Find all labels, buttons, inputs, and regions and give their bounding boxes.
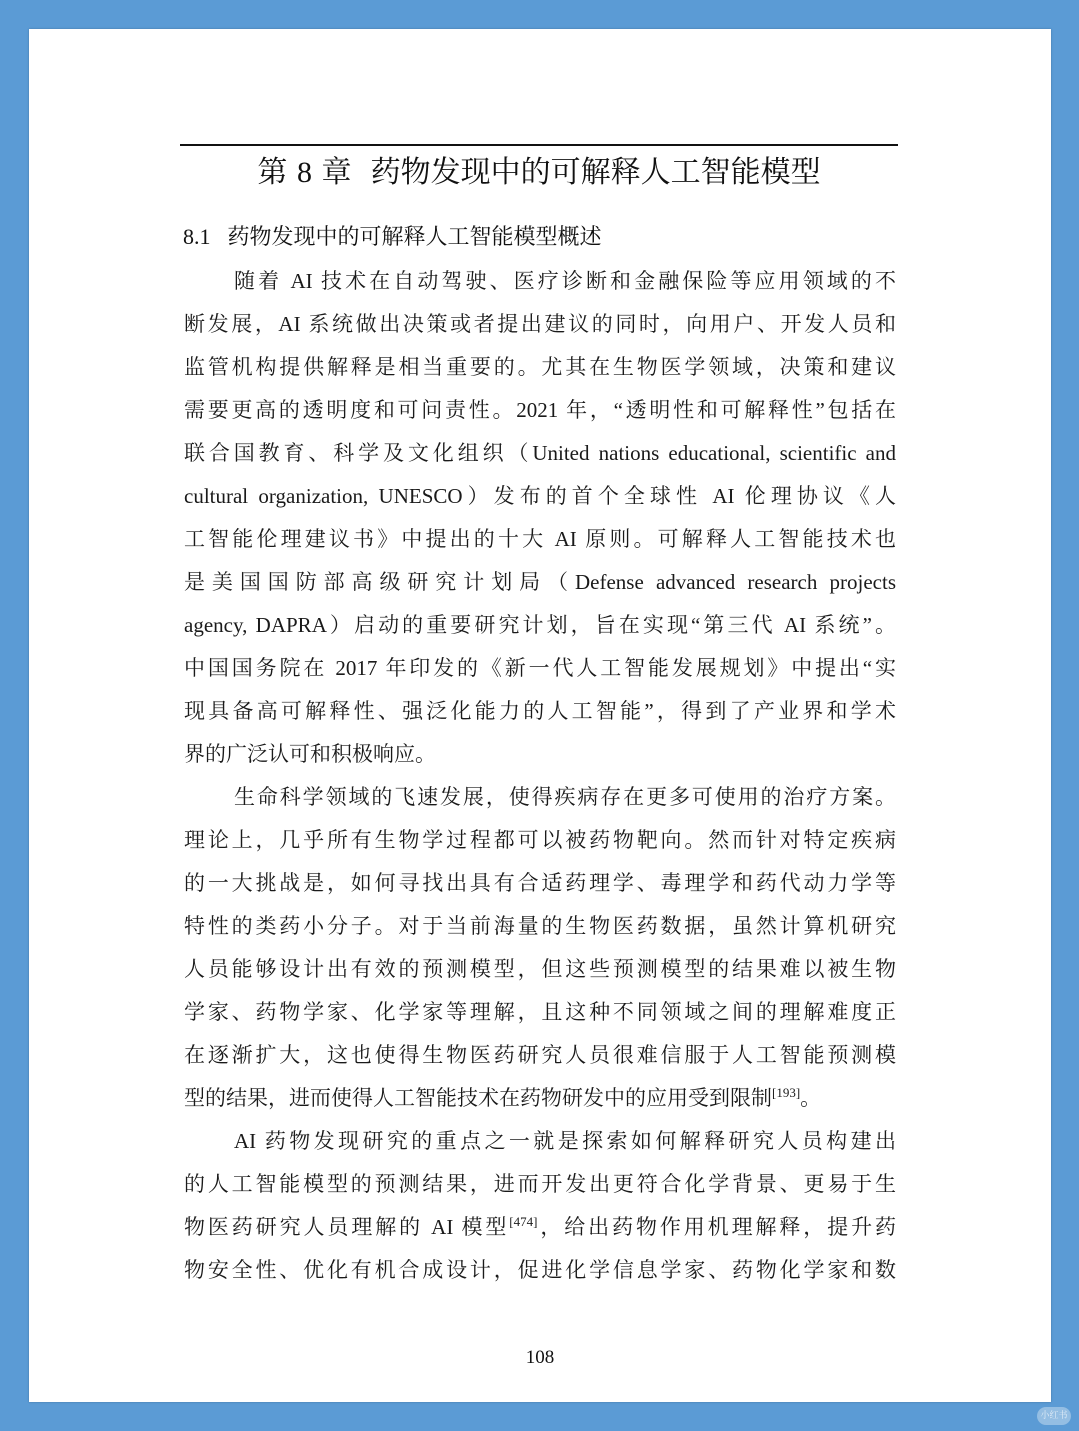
paragraph-line: 人员能够设计出有效的预测模型，但这些预测模型的结果难以被生物 <box>184 957 896 981</box>
chapter-label-suffix: 章 <box>321 155 352 190</box>
paragraph-line: 工智能伦理建议书》中提出的十大 AI 原则。可解释人工智能技术也 <box>184 527 896 551</box>
chapter-title-text: 药物发现中的可解释人工智能模型 <box>370 155 821 190</box>
paragraph-line: 生命科学领域的飞速发展，使得疾病存在更多可使用的治疗方案。 <box>234 785 896 809</box>
chapter-top-rule <box>180 144 898 146</box>
chapter-number: 8 <box>296 156 312 189</box>
paragraph-line: 的人工智能模型的预测结果，进而开发出更符合化学背景、更易于生 <box>184 1172 896 1196</box>
paragraph-line: 现具备高可解释性、强泛化能力的人工智能”，得到了产业界和学术 <box>184 699 896 723</box>
paragraph-text: 。 <box>800 1086 822 1110</box>
paragraph-line: 界的广泛认可和积极响应。 <box>184 742 436 766</box>
citation-ref: [193] <box>772 1085 801 1100</box>
paragraph-line: 断发展，AI 系统做出决策或者提出建议的同时，向用户、开发人员和 <box>184 312 896 336</box>
section-number: 8.1 <box>183 224 211 249</box>
paragraph-text: 型的结果，进而使得人工智能技术在药物研发中的应用受到限制 <box>184 1086 772 1110</box>
paragraph-line: 中国国务院在 2017 年印发的《新一代人工智能发展规划》中提出“实 <box>184 656 896 680</box>
paragraph-line: 是美国国防部高级研究计划局（Defense advanced research projects <box>184 570 896 594</box>
paragraph-line: AI 药物发现研究的重点之一就是探索如何解释研究人员构建出 <box>234 1129 896 1153</box>
paragraph-line: 的一大挑战是，如何寻找出具有合适药理学、毒理学和药代动力学等 <box>184 871 896 895</box>
page-number: 108 <box>525 1347 555 1368</box>
watermark-logo: 小红书 <box>1037 1407 1071 1425</box>
paragraph-line: cultural organization, UNESCO）发布的首个全球性 AI 伦理协议《人 <box>184 484 896 508</box>
paragraph-line: 联合国教育、科学及文化组织（United nations educational, scientific and <box>184 441 896 465</box>
paragraph-line: 在逐渐扩大，这也使得生物医药研究人员很难信服于人工智能预测模 <box>184 1043 896 1067</box>
paragraph-line: 特性的类药小分子。对于当前海量的生物医药数据，虽然计算机研究 <box>184 914 896 938</box>
paragraph-line: 学家、药物学家、化学家等理解，且这种不同领域之间的理解难度正 <box>184 1000 896 1024</box>
paragraph-line <box>184 1077 896 1120</box>
section-title-text: 药物发现中的可解释人工智能模型概述 <box>227 225 602 250</box>
paragraph-line: 物安全性、优化有机合成设计，促进化学信息学家、药物化学家和数 <box>184 1258 896 1282</box>
paragraph-line: 随着 AI 技术在自动驾驶、医疗诊断和金融保险等应用领域的不 <box>234 269 896 293</box>
paragraph-line: 理论上，几乎所有生物学过程都可以被药物靶向。然而针对特定疾病 <box>184 828 896 852</box>
paragraph-line: 需要更高的透明度和可问责性。2021 年，“透明性和可解释性”包括在 <box>184 398 896 422</box>
paragraph-line: agency, DAPRA）启动的重要研究计划，旨在实现“第三代 AI 系统”。 <box>184 613 896 637</box>
paragraph-line: 监管机构提供解释是相当重要的。尤其在生物医学领域，决策和建议 <box>184 355 896 379</box>
chapter-title <box>180 147 898 199</box>
chapter-label-prefix: 第 <box>257 155 288 190</box>
book-page <box>29 29 1051 1402</box>
section-heading <box>183 219 602 256</box>
citation-ref: [474] <box>509 1214 538 1229</box>
paragraph-text: 物医药研究人员理解的 AI 模型 <box>184 1215 510 1239</box>
paragraph-text: ，给出药物作用机理解释，提升药 <box>537 1215 896 1239</box>
paragraph-line <box>184 1206 896 1249</box>
